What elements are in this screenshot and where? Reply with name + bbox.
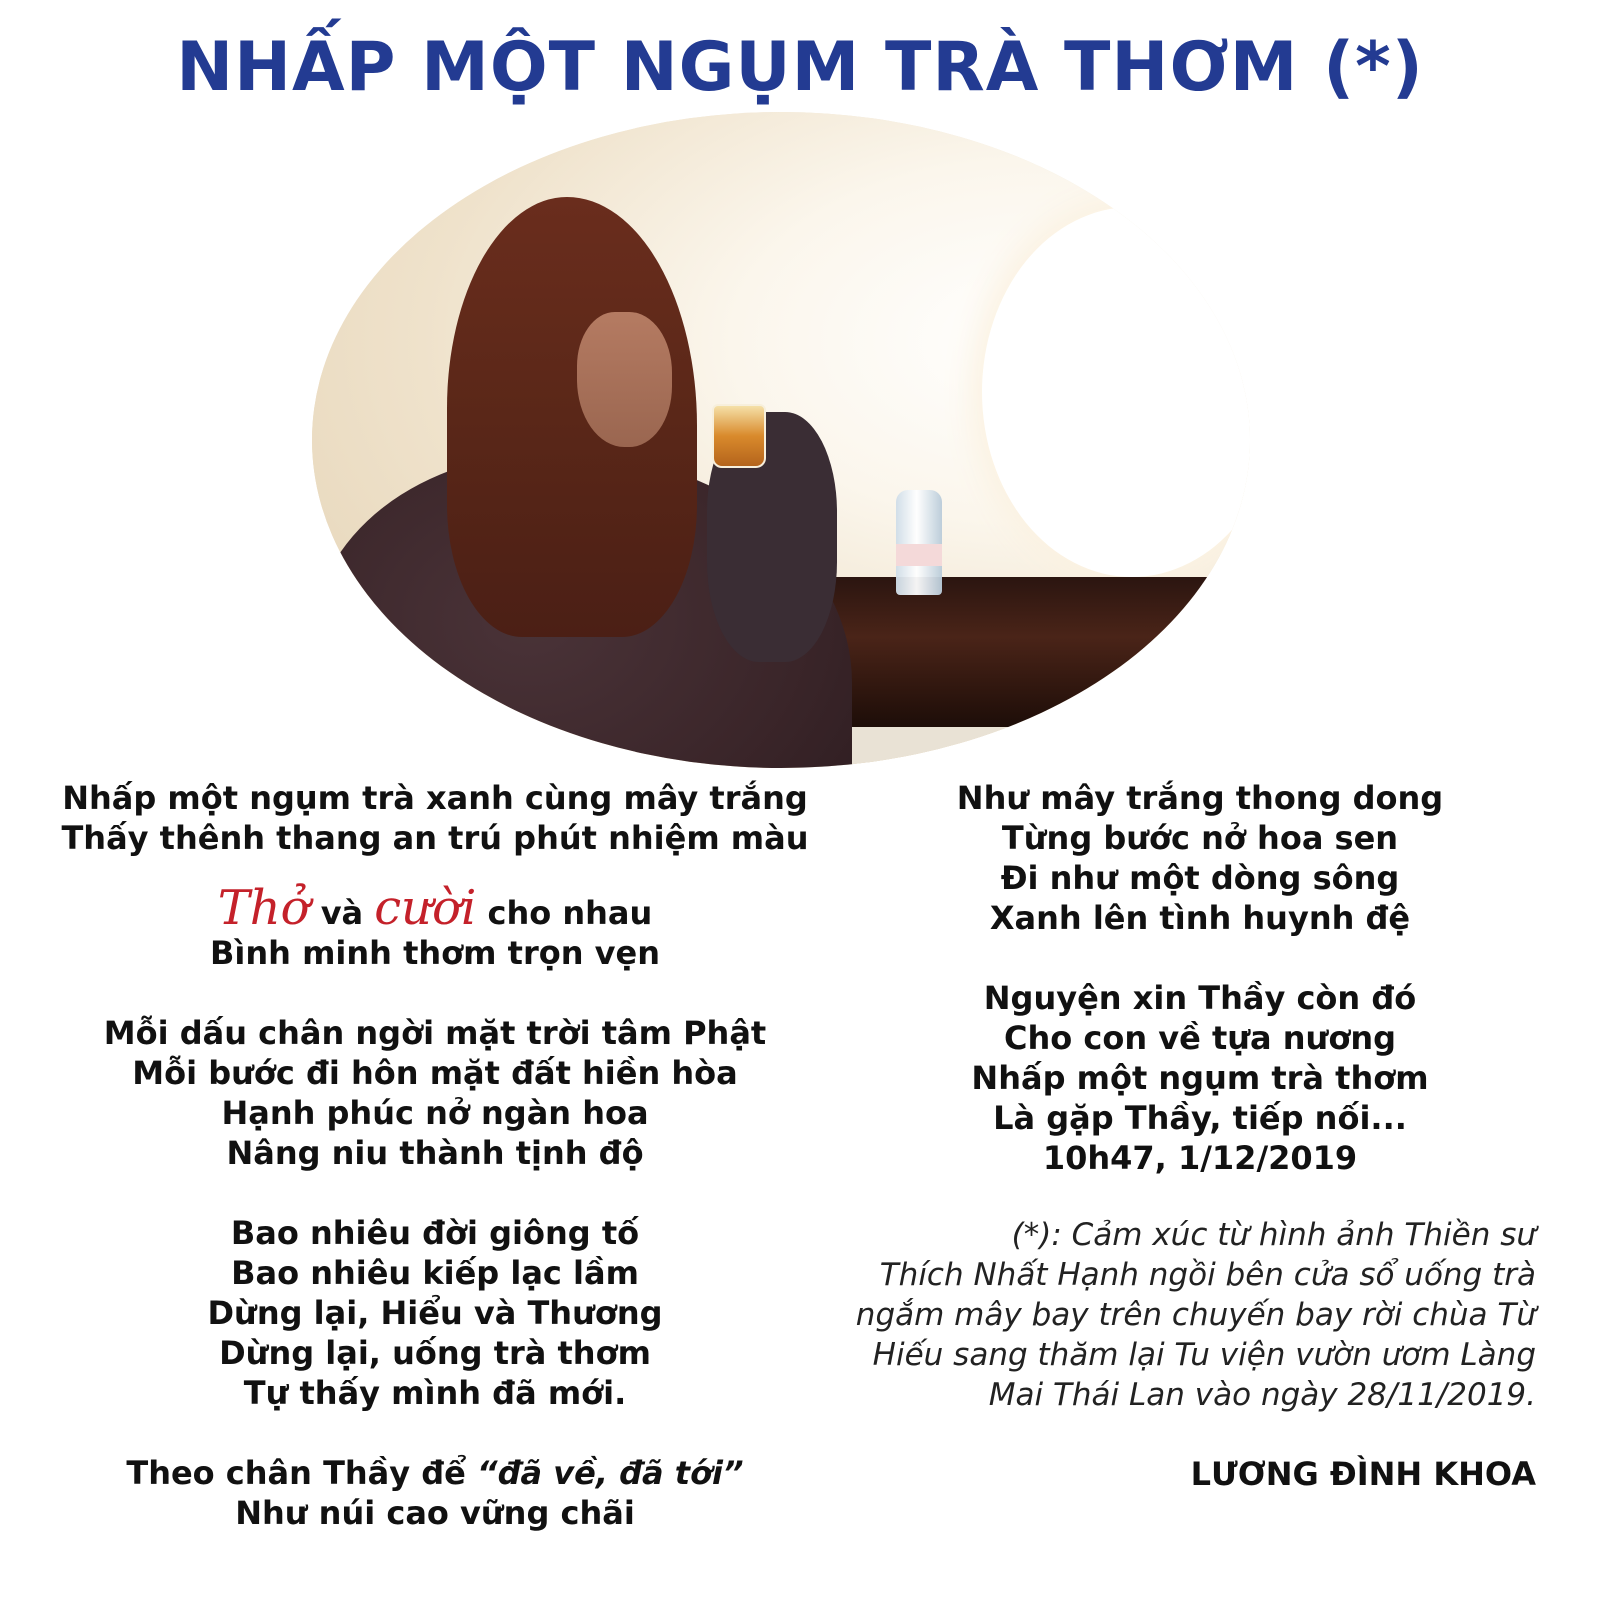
footnote-line: (*): Cảm xúc từ hình ảnh Thiền sư: [1011, 1217, 1536, 1253]
poem-date: 10h47, 1/12/2019: [1042, 1139, 1358, 1177]
poem-line-quote: [30, 1453, 840, 1493]
poem-line: Đi như một dòng sông: [1000, 859, 1400, 897]
script-word-cuoi: cười: [374, 880, 477, 936]
poem-line: Từng bước nở hoa sen: [1001, 819, 1399, 857]
quote-prefix: Theo chân Thầy để: [126, 1454, 466, 1492]
tail-words: cho nhau: [487, 894, 653, 932]
author-name: LƯƠNG ĐÌNH KHOA: [1190, 1455, 1536, 1493]
poem-line: Như núi cao vững chãi: [235, 1494, 635, 1532]
poem-left-column: [30, 778, 840, 1533]
monk-face: [577, 312, 672, 447]
poem-line: Thấy thênh thang an trú phút nhiệm màu: [61, 819, 809, 857]
poem-line: Bao nhiêu đời giông tố: [230, 1214, 640, 1252]
poem-right-column: [840, 778, 1560, 1178]
footnote-line: Thích Nhất Hạnh ngồi bên cửa sổ uống trà: [879, 1257, 1536, 1293]
poem-line: Nguyện xin Thầy còn đó: [983, 979, 1417, 1017]
footnote-line: ngắm mây bay trên chuyến bay rời chùa Từ: [855, 1297, 1536, 1333]
tea-glass: [712, 404, 766, 468]
poem-line: Mỗi bước đi hôn mặt đất hiền hòa: [132, 1054, 738, 1092]
water-bottle: [896, 490, 942, 595]
poem-line: Bao nhiêu kiếp lạc lầm: [231, 1254, 639, 1292]
poem-line: Tự thấy mình đã mới.: [243, 1374, 627, 1412]
poem-line: Hạnh phúc nở ngàn hoa: [221, 1094, 649, 1132]
poem-line: Mỗi dấu chân ngời mặt trời tâm Phật: [103, 1014, 767, 1052]
poem-title: NHẤP MỘT NGỤM TRÀ THƠM (*): [176, 28, 1424, 107]
footnote: [820, 1215, 1536, 1415]
quote-text: “đã về, đã tới”: [477, 1454, 744, 1492]
poem-line: Bình minh thơm trọn vẹn: [210, 934, 660, 972]
poem-line: Dừng lại, Hiểu và Thương: [207, 1294, 663, 1332]
poem-line: Nhấp một ngụm trà xanh cùng mây trắng: [62, 779, 808, 817]
poem-line: Xanh lên tình huynh đệ: [989, 899, 1411, 937]
poem-line: Nâng niu thành tịnh độ: [226, 1134, 644, 1172]
poem-line: Cho con về tựa nương: [1003, 1019, 1396, 1057]
oval-photo: [312, 112, 1250, 768]
poem-line-script: [30, 880, 840, 936]
bottle-label: [896, 544, 942, 566]
connector-word: và: [320, 894, 364, 932]
footnote-line: Hiếu sang thăm lại Tu viện vườn ươm Làng: [872, 1337, 1536, 1373]
poem-line: Nhấp một ngụm trà thơm: [971, 1059, 1429, 1097]
poem-line: Dừng lại, uống trà thơm: [219, 1334, 651, 1372]
poem-line: Như mây trắng thong dong: [956, 779, 1444, 817]
footnote-line: Mai Thái Lan vào ngày 28/11/2019.: [988, 1377, 1536, 1413]
script-word-tho: Thở: [217, 880, 310, 936]
wooden-shelf: [822, 577, 1250, 727]
poem-line: Là gặp Thầy, tiếp nối...: [993, 1099, 1407, 1137]
